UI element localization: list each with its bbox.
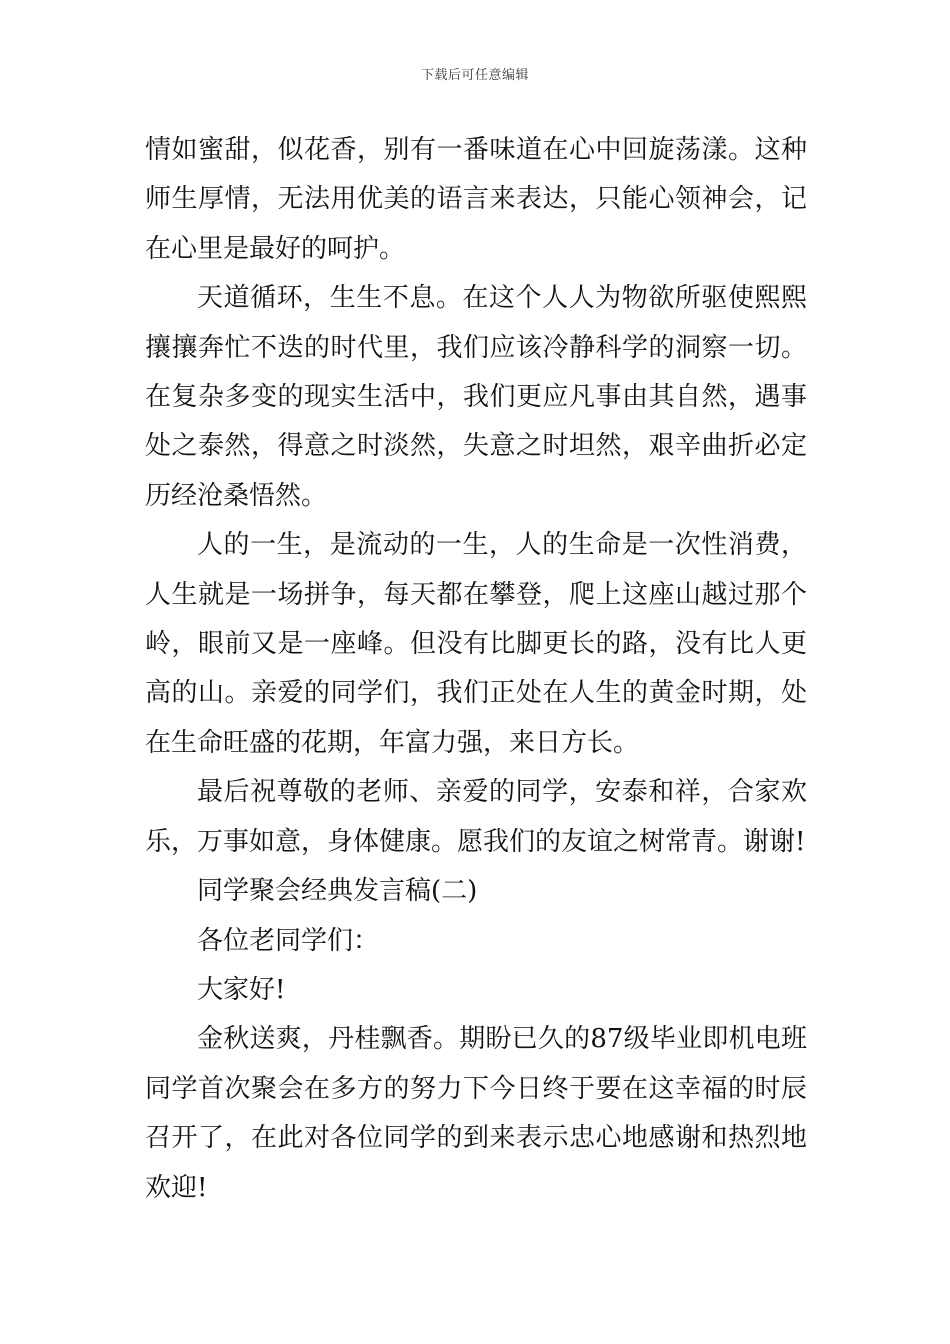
paragraph-continuation: 情如蜜甜，似花香，别有一番味道在心中回旋荡漾。这种师生厚情，无法用优美的语言来表达，只能心领神会，记在心里是最好的呵护。: [145, 135, 807, 264]
paragraph: 金秋送爽，丹桂飘香。期盼已久的87级毕业即机电班同学首次聚会在多方的努力下今日终于要在这幸福的时辰召开了，在此对各位同学的到来表示忠心地感谢和热烈地欢迎!: [145, 1024, 807, 1203]
page-header: 下载后可任意编辑: [420, 68, 529, 83]
document-body: [145, 126, 807, 1213]
section-title: 同学聚会经典发言稿(二): [197, 876, 478, 907]
greeting: 大家好!: [197, 974, 286, 1005]
paragraph: 最后祝尊敬的老师、亲爱的同学，安泰和祥，合家欢乐，万事如意，身体健康。愿我们的友谊之树常青。谢谢!: [145, 777, 807, 857]
paragraph: 人的一生，是流动的一生，人的生命是一次性消费，人生就是一场拼争，每天都在攀登，爬上这座山越过那个岭，眼前又是一座峰。但没有比脚更长的路，没有比人更高的山。亲爱的同学们，我们正处在人生的黄金时期，处在生命旺盛的花期，年富力强，来日方长。: [145, 530, 807, 758]
paragraph: 天道循环，生生不息。在这个人人为物欲所驱使熙熙攘攘奔忙不迭的时代里，我们应该冷静科学的洞察一切。在复杂多变的现实生活中，我们更应凡事由其自然，遇事处之泰然，得意之时淡然，失意之时坦然，艰辛曲折必定历经沧桑悟然。: [145, 283, 807, 511]
salutation: 各位老同学们：: [197, 925, 380, 956]
